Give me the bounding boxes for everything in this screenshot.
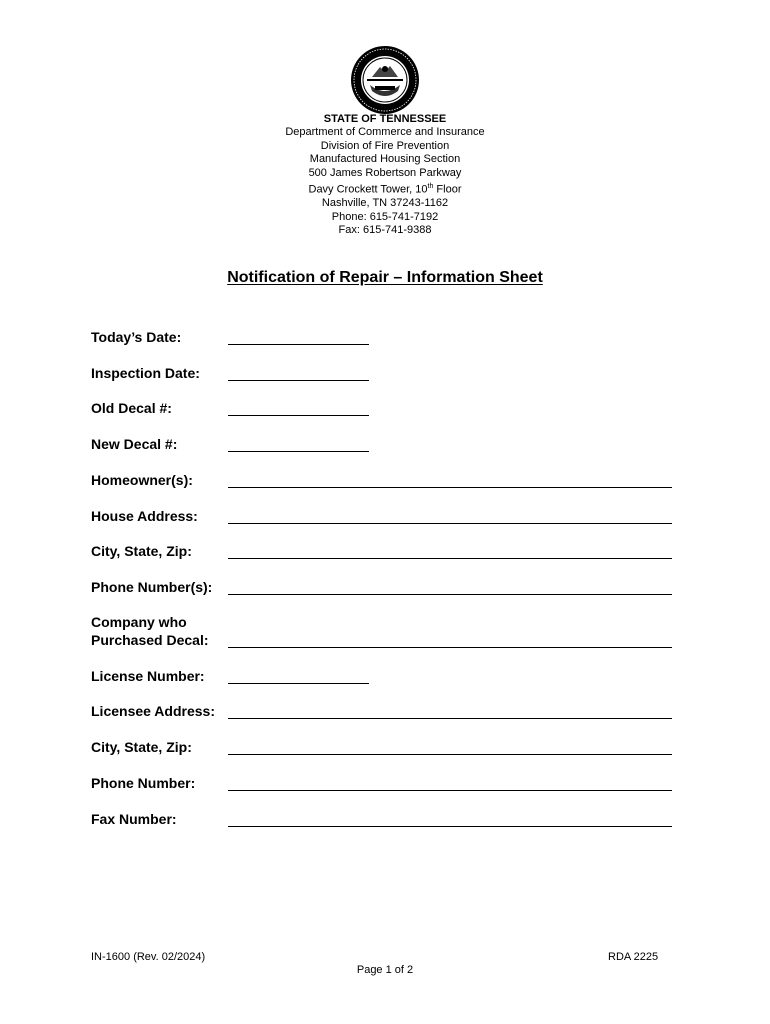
fax-number-label: Fax Number:: [91, 811, 177, 827]
phone-numbers-label: Phone Number(s):: [91, 579, 213, 595]
phone-number-field[interactable]: [228, 790, 672, 791]
division-name: Division of Fire Prevention: [320, 139, 450, 152]
state-name: STATE OF TENNESSEE: [323, 113, 447, 125]
form-title-text: Notification of Repair – Information Sheet: [227, 269, 543, 286]
city-state-zip-label: City, State, Zip:: [91, 543, 192, 559]
department-name: Department of Commerce and Insurance: [285, 126, 485, 139]
floor-ordinal-suffix: th: [427, 183, 434, 191]
licensee-address-field[interactable]: [228, 718, 672, 719]
homeowners-field[interactable]: [228, 487, 672, 488]
fax-number-field[interactable]: [228, 826, 672, 827]
tennessee-state-seal-icon: [350, 45, 420, 115]
agency-fax: Fax: 615-741-9388: [338, 223, 432, 236]
old-decal-label: Old Decal #:: [91, 400, 172, 416]
license-number-label: License Number:: [91, 668, 205, 684]
licensee-address-label: Licensee Address:: [91, 703, 215, 719]
form-number: IN-1600 (Rev. 02/2024): [91, 951, 206, 963]
phone-number-label: Phone Number:: [91, 775, 196, 791]
agency-header: [0, 113, 770, 237]
company-purchased-decal-field[interactable]: [228, 647, 672, 648]
form-title: [0, 269, 770, 287]
todays-date-field[interactable]: [228, 344, 369, 345]
section-name: Manufactured Housing Section: [309, 153, 461, 166]
building-address: [0, 180, 770, 197]
todays-date-label: Today’s Date:: [91, 329, 182, 345]
house-address-label: House Address:: [91, 508, 198, 524]
new-decal-label: New Decal #:: [91, 436, 178, 452]
licensee-city-state-zip-field[interactable]: [228, 754, 672, 755]
company-label-line2: Purchased Decal:: [91, 632, 209, 648]
new-decal-field[interactable]: [228, 451, 369, 452]
inspection-date-field[interactable]: [228, 380, 369, 381]
phone-numbers-field[interactable]: [228, 594, 672, 595]
building-address-main: Davy Crockett Tower, 10: [308, 183, 428, 196]
page-number: Page 1 of 2: [356, 964, 414, 976]
license-number-field[interactable]: [228, 683, 369, 684]
building-address-floor: Floor: [433, 183, 462, 196]
street-address: 500 James Robertson Parkway: [308, 166, 462, 179]
house-address-field[interactable]: [228, 523, 672, 524]
old-decal-field[interactable]: [228, 415, 369, 416]
licensee-city-state-zip-label: City, State, Zip:: [91, 739, 192, 755]
rda-number: RDA 2225: [608, 951, 659, 963]
company-label-line1: Company who: [91, 614, 187, 630]
city-state-zip-field[interactable]: [228, 558, 672, 559]
homeowners-label: Homeowner(s):: [91, 472, 193, 488]
company-purchased-decal-label: [91, 613, 209, 649]
city-address: Nashville, TN 37243-1162: [321, 197, 449, 210]
agency-phone: Phone: 615-741-7192: [331, 210, 439, 223]
inspection-date-label: Inspection Date:: [91, 365, 200, 381]
